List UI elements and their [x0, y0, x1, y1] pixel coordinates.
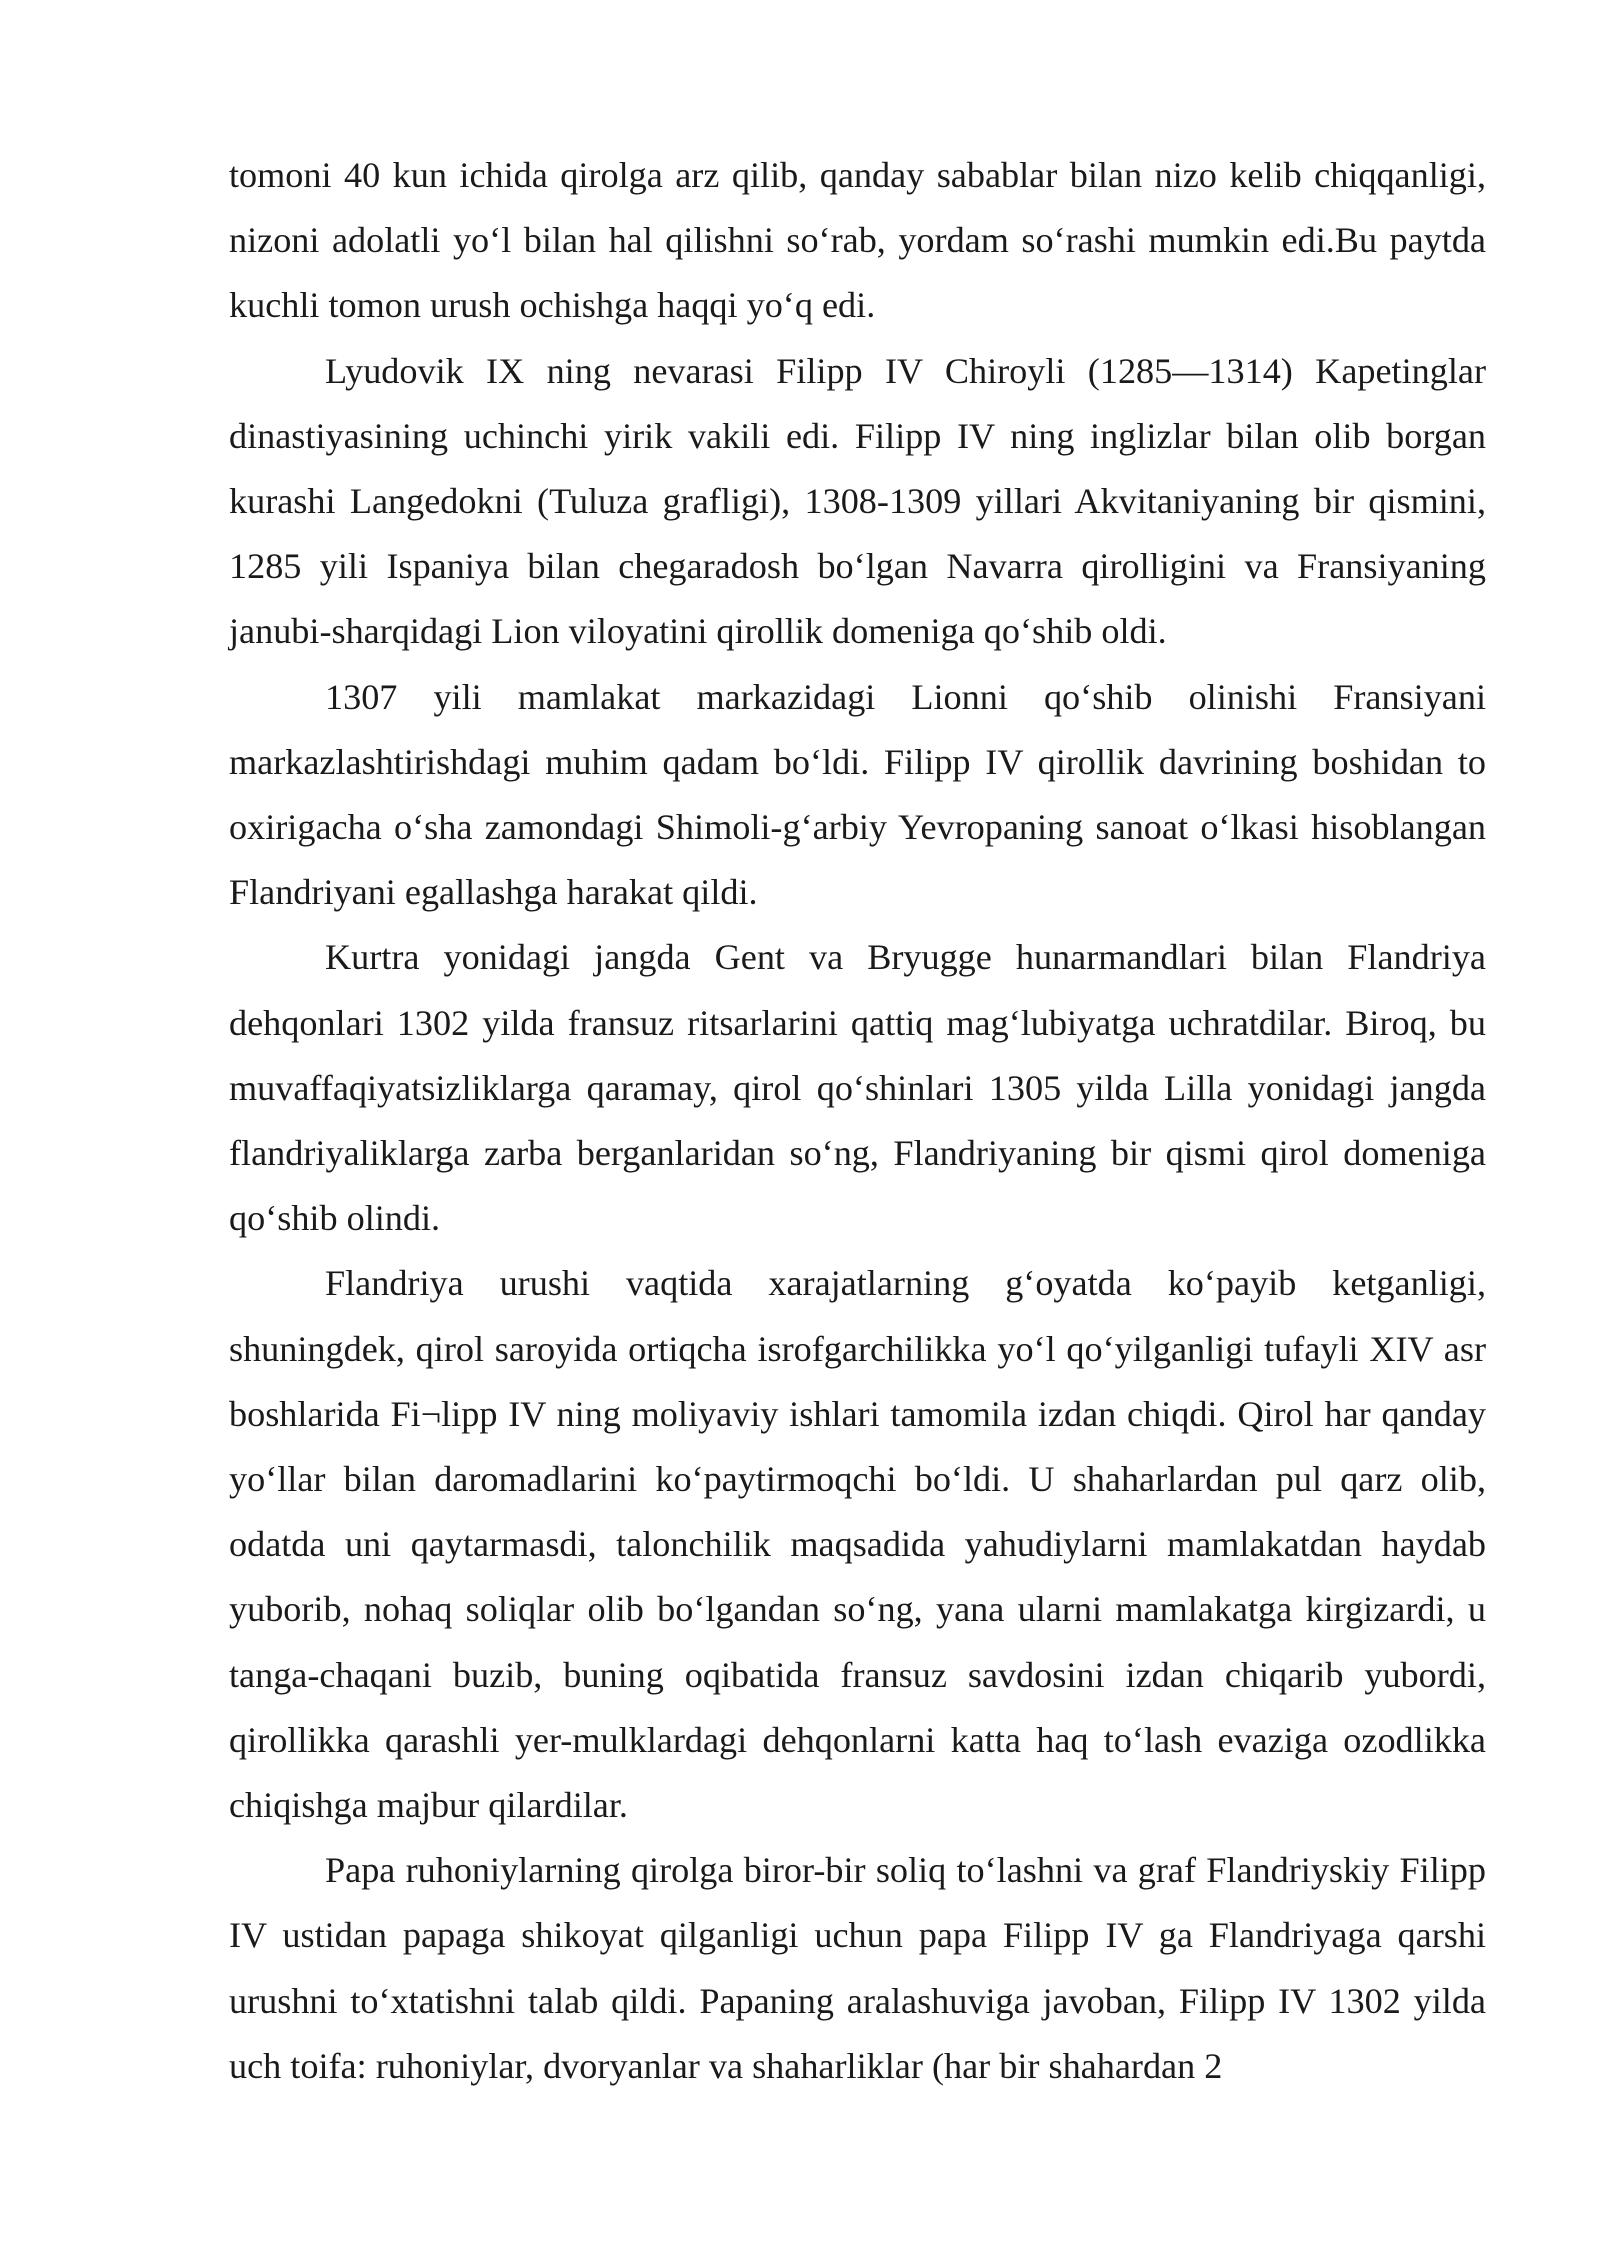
- paragraph: Lyudovik IX ning nevarasi Filipp IV Chiroyli (1285—1314) Kapetinglar dinastiyasining uchinchi yirik vakili edi. Filipp IV ning inglizlar bilan olib borgan kurashi Langedokni (Tuluza grafligi), 1308-1309 yillari Akvitaniyaning bir qismini, 1285 yili Ispaniya bilan chegaradosh bo‘lgan Navarra qirolligini va Fransiyaning janubi-sharqidagi Lion viloyatini qirollik domeniga qo‘shib oldi.: [229, 350, 1486, 652]
- paragraph: tomoni 40 kun ichida qirolga arz qilib, qanday sabablar bilan nizo kelib chiqqanligi, nizoni adolatli yo‘l bilan hal qilishni so‘rab, yordam so‘rashi mumkin edi.Bu paytda kuchli tomon urush ochishga haqqi yo‘q edi.: [229, 155, 1486, 326]
- paragraph: 1307 yili mamlakat markazidagi Lionni qo‘shib olinishi Fransiyani markazlashtirishdagi muhim qadam bo‘ldi. Filipp IV qirollik davrining boshidan to oxirigacha o‘sha zamondagi Shimoli-g‘arbiy Yevropaning sanoat o‘lkasi hisoblangan Flandriyani egallashga harakat qildi.: [229, 676, 1486, 913]
- paragraph: Kurtra yonidagi jangda Gent va Bryugge hunarmandlari bilan Flandriya dehqonlari 1302 yilda fransuz ritsarlarini qattiq mag‘lubiyatga uchratdilar. Biroq, bu muvaffaqiyatsizliklarga qaramay, qirol qo‘shinlari 1305 yilda Lilla yonidagi jangda flandriyaliklarga zarba berganlaridan so‘ng, Flandriyaning bir qismi qirol domeniga qo‘shib olindi.: [229, 937, 1486, 1239]
- paragraph: Papa ruhoniylarning qirolga biror-bir soliq to‘lashni va graf Flandriyskiy Filipp IV ustidan papaga shikoyat qilganligi uchun papa Filipp IV ga Flandriyaga qarshi urushni to‘xtatishni talab qildi. Papaning aralashuviga javoban, Filipp IV 1302 yilda uch toifa: ruhoniylar, dvoryanlar va shaharliklar (har bir shahardan 2: [229, 1850, 1486, 2086]
- paragraph: Flandriya urushi vaqtida xarajatlarning g‘oyatda ko‘payib ketganligi, shuningdek, qirol saroyida ortiqcha isrofgarchilikka yo‘l qo‘yilganligi tufayli XIV asr boshlarida Fi¬lipp IV ning moliyaviy ishlari tamomila izdan chiqdi. Qirol har qanday yo‘llar bilan daromadlarini ko‘paytirmoqchi bo‘ldi. U shaharlardan pul qarz olib, odatda uni qaytarmasdi, talonchilik maqsadida yahudiylarni mamlakatdan haydab yuborib, nohaq soliqlar olib bo‘lgandan so‘ng, yana ularni mamlakatga kirgizardi, u tanga-chaqani buzib, buning oqibatida fransuz savdosini izdan chiqarib yubordi, qirollikka qarashli yer-mulklardagi dehqonlarni katta haq to‘lash evaziga ozodlikka chiqishga majbur qilardilar.: [229, 1263, 1486, 1826]
- document-body: [229, 143, 1486, 2099]
